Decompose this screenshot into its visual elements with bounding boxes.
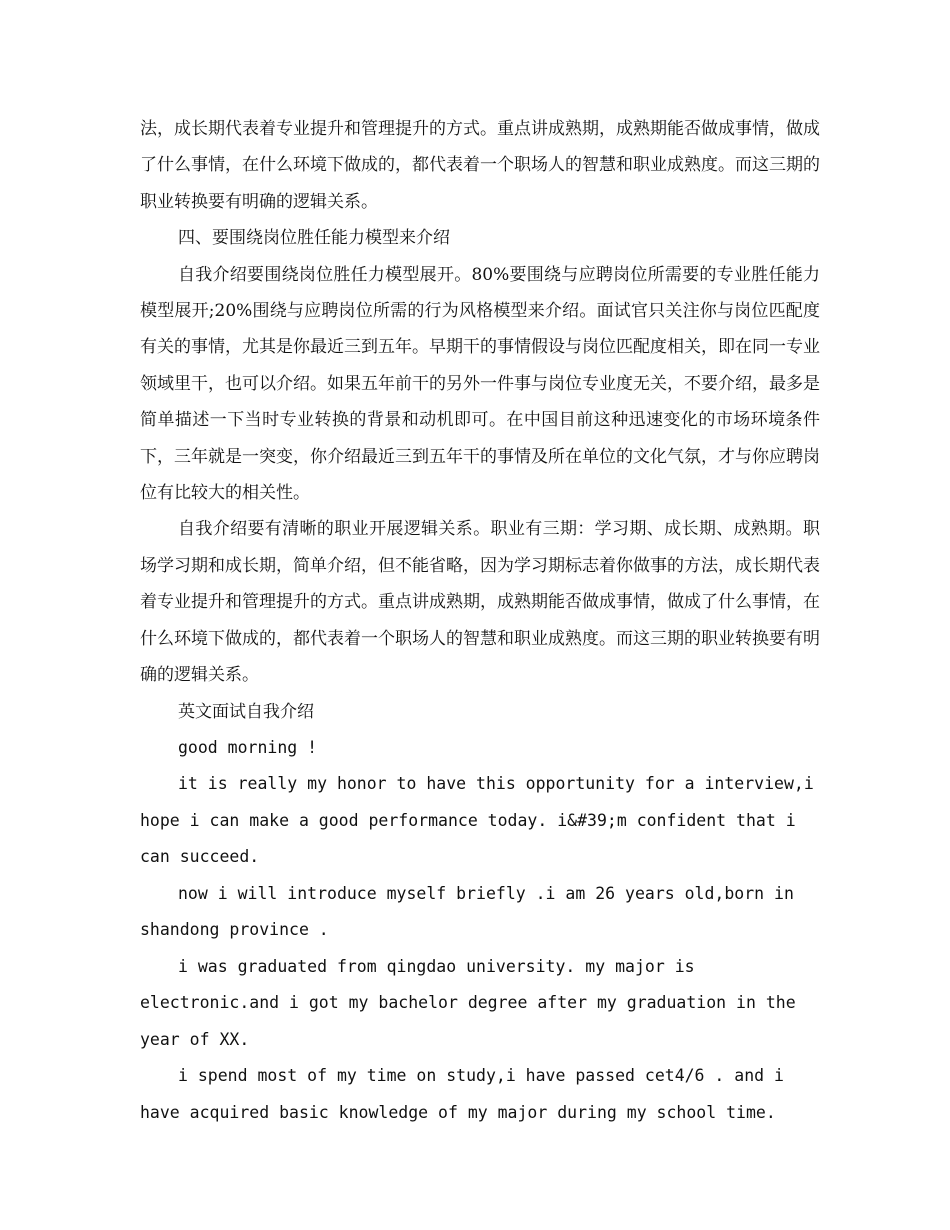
english-paragraph-introduction: now i will introduce myself briefly .i am 26 years old,born in shandong province . xyxy=(140,883,804,940)
section-heading: 四、要围绕岗位胜任能力模型来介绍 xyxy=(178,228,450,249)
english-greeting: good morning ! xyxy=(178,737,318,757)
english-section-heading: 英文面试自我介绍 xyxy=(178,701,314,722)
paragraph-competency-model: 自我介绍要围绕岗位胜任力模型展开。80%要围绕与应聘岗位所需要的专业胜任能力模型展开;20%围绕与应聘岗位所需的行为风格模型来介绍。面试官只关注你与岗位匹配度有关的事情，尤其是你最近三到五年。早期干的事情假设与岗位匹配度相关，即在同一专业领域里干，也可以介绍。如果五年前干的另外一件事与岗位专业度无关，不要介绍，最多是简单描述一下当时专业转换的背景和动机即可。在中国目前这种迅速变化的市场环境条件下，三年就是一突变，你介绍最近三到五年干的事情及所在单位的文化气氛，才与你应聘岗位有比较大的相关性。 xyxy=(140,264,820,504)
english-paragraph-opportunity: it is really my honor to have this opportunity for a interview,i hope i can make a good performance today. i&#39;m confident that i can succeed. xyxy=(140,774,824,867)
english-paragraph-study: i spend most of my time on study,i have passed cet4/6 . and i have acquired basic knowledge of my major during my school time. xyxy=(140,1066,794,1122)
paragraph-continuation: 法，成长期代表着专业提升和管理提升的方式。重点讲成熟期，成熟期能否做成事情，做成了什么事情，在什么环境下做成的，都代表着一个职场人的智慧和职业成熟度。而这三期的职业转换要有明确的逻辑关系。 xyxy=(140,119,820,212)
document-page xyxy=(140,111,824,1131)
english-paragraph-education: i was graduated from qingdao university. my major is electronic.and i got my bachelor degree after my graduation in the year of XX. xyxy=(140,956,806,1049)
paragraph-career-logic: 自我介绍要有清晰的职业开展逻辑关系。职业有三期：学习期、成长期、成熟期。职场学习期和成长期，简单介绍，但不能省略，因为学习期标志着你做事的方法，成长期代表着专业提升和管理提升的方式。重点讲成熟期，成熟期能否做成事情，做成了什么事情，在什么环境下做成的，都代表着一个职场人的智慧和职业成熟度。而这三期的职业转换要有明确的逻辑关系。 xyxy=(140,519,820,686)
